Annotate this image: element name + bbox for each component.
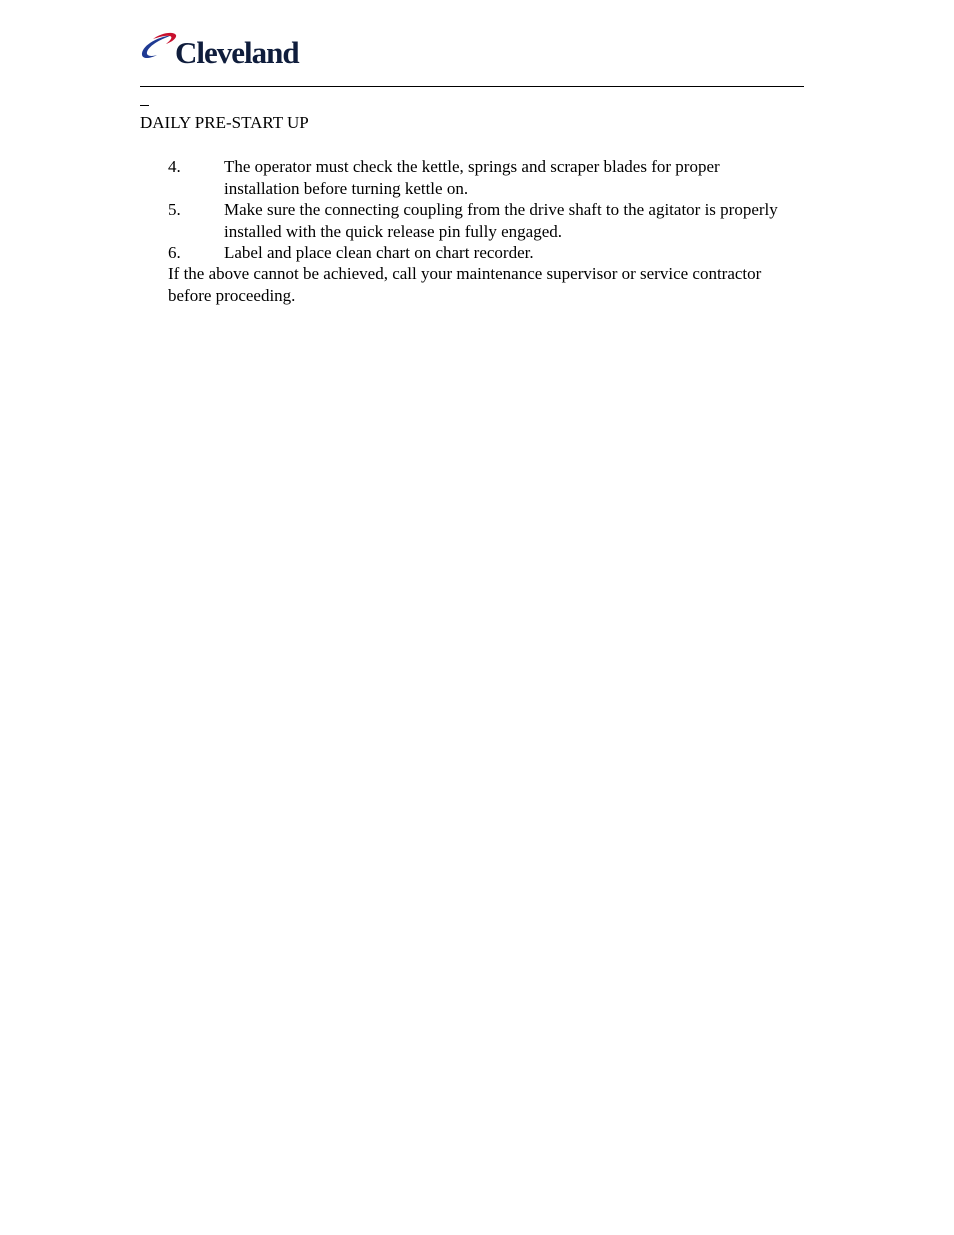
step-text: Make sure the connecting coupling from the drive shaft to the agitator is properly installed with the quick release pin fully engaged. — [224, 200, 778, 241]
logo-wordmark: Cleveland — [175, 35, 299, 70]
section-title: DAILY PRE-START UP — [140, 113, 309, 132]
step-text: Label and place clean chart on chart recorder. — [224, 243, 534, 262]
step-number: 4. — [168, 157, 181, 176]
list-item — [168, 242, 788, 264]
list-item — [168, 199, 788, 242]
step-number: 5. — [168, 200, 181, 219]
logo-swoosh-icon — [139, 31, 179, 61]
step-number: 6. — [168, 243, 181, 262]
step-text: The operator must check the kettle, springs and scraper blades for proper installation before turning kettle on. — [224, 157, 720, 198]
header-divider — [140, 86, 804, 87]
warning-note: If the above cannot be achieved, call your maintenance supervisor or service contractor before proceeding. — [168, 264, 762, 305]
list-item — [168, 156, 788, 199]
steps-list — [168, 156, 788, 264]
header-divider-tail — [140, 105, 149, 106]
cleveland-logo — [139, 31, 319, 75]
